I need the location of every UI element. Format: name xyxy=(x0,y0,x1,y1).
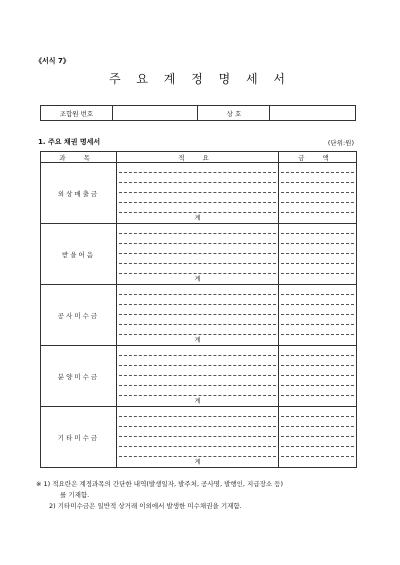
company-field[interactable] xyxy=(270,106,356,121)
category-name: 받을어음 xyxy=(41,224,117,285)
dashed-line xyxy=(119,243,276,244)
amount-cell[interactable] xyxy=(279,285,357,346)
dashed-line xyxy=(119,416,276,417)
dashed-line xyxy=(119,365,276,366)
dashed-line xyxy=(119,426,276,427)
summary-cell[interactable] xyxy=(117,407,279,468)
dashed-line xyxy=(281,314,354,315)
dashed-line xyxy=(281,233,354,234)
info-table xyxy=(40,105,356,121)
dashed-line xyxy=(281,446,354,447)
note-1-continued: 를 기재함. xyxy=(60,491,90,499)
dashed-line xyxy=(281,375,354,376)
dashed-line xyxy=(281,355,354,356)
dashed-line xyxy=(281,426,354,427)
category-row xyxy=(41,285,357,346)
dashed-line xyxy=(119,182,276,183)
dashed-line xyxy=(281,416,354,417)
dashed-line xyxy=(281,243,354,244)
dashed-line xyxy=(281,202,354,203)
dashed-line xyxy=(281,172,354,173)
dashed-line xyxy=(119,192,276,193)
dashed-line xyxy=(119,385,276,386)
dashed-line xyxy=(281,324,354,325)
dashed-line xyxy=(119,324,276,325)
category-row xyxy=(41,224,357,285)
category-name: 분양미수금 xyxy=(41,346,117,407)
dashed-line xyxy=(281,365,354,366)
category-row xyxy=(41,163,357,224)
summary-cell[interactable] xyxy=(117,346,279,407)
amount-cell[interactable] xyxy=(279,346,357,407)
amount-cell[interactable] xyxy=(279,163,357,224)
section-title: 1. 주요 채권 명세서 xyxy=(38,138,101,146)
member-no-field[interactable] xyxy=(112,106,198,121)
column-header-amount: 금 액 xyxy=(279,152,357,163)
dashed-line xyxy=(281,253,354,254)
dashed-line xyxy=(119,233,276,234)
dashed-line xyxy=(281,334,354,335)
dashed-line xyxy=(119,446,276,447)
dashed-line xyxy=(281,456,354,457)
page-title: 주 요 계 정 명 세 서 xyxy=(108,72,292,86)
receivables-table xyxy=(40,151,357,468)
dashed-line xyxy=(119,314,276,315)
dashed-line xyxy=(119,436,276,437)
dashed-line xyxy=(119,355,276,356)
summary-cell[interactable] xyxy=(117,224,279,285)
amount-cell[interactable] xyxy=(279,407,357,468)
dashed-line xyxy=(119,253,276,254)
dashed-line xyxy=(119,294,276,295)
category-name: 외상매출금 xyxy=(41,163,117,224)
dashed-line xyxy=(281,263,354,264)
category-row xyxy=(41,346,357,407)
dashed-line xyxy=(281,385,354,386)
notes xyxy=(36,479,283,512)
dashed-line xyxy=(281,395,354,396)
dashed-line xyxy=(119,263,276,264)
summary-cell[interactable] xyxy=(117,285,279,346)
total-label: 계 xyxy=(194,337,201,344)
dashed-line xyxy=(281,436,354,437)
form-label: 《서식 7》 xyxy=(35,57,70,65)
note-1: ※ 1) 적요란은 계정과목의 간단한 내역(발생일자, 발주처, 공사명, 발행인, 지급장소 등) xyxy=(36,480,284,488)
total-label: 계 xyxy=(194,276,201,283)
dashed-line xyxy=(119,172,276,173)
dashed-line xyxy=(281,192,354,193)
category-name: 공사미수금 xyxy=(41,285,117,346)
summary-cell[interactable] xyxy=(117,163,279,224)
unit-label: (단위:원) xyxy=(327,139,354,147)
total-label: 계 xyxy=(194,459,201,466)
dashed-line xyxy=(281,212,354,213)
category-row xyxy=(41,407,357,468)
note-2: 2) 기타미수금은 일반적 상거래 이외에서 발생한 미수채권을 기재함. xyxy=(49,502,242,510)
category-name: 기타미수금 xyxy=(41,407,117,468)
column-header-summary: 적 요 xyxy=(117,152,279,163)
dashed-line xyxy=(281,294,354,295)
dashed-line xyxy=(119,375,276,376)
company-label: 상 호 xyxy=(198,106,270,121)
dashed-line xyxy=(281,304,354,305)
total-label: 계 xyxy=(194,398,201,405)
dashed-line xyxy=(281,182,354,183)
dashed-line xyxy=(281,273,354,274)
member-no-label: 조합원 번호 xyxy=(41,106,113,121)
amount-cell[interactable] xyxy=(279,224,357,285)
total-label: 계 xyxy=(194,215,201,222)
dashed-line xyxy=(119,202,276,203)
column-header-subject: 과 목 xyxy=(41,152,117,163)
dashed-line xyxy=(119,304,276,305)
